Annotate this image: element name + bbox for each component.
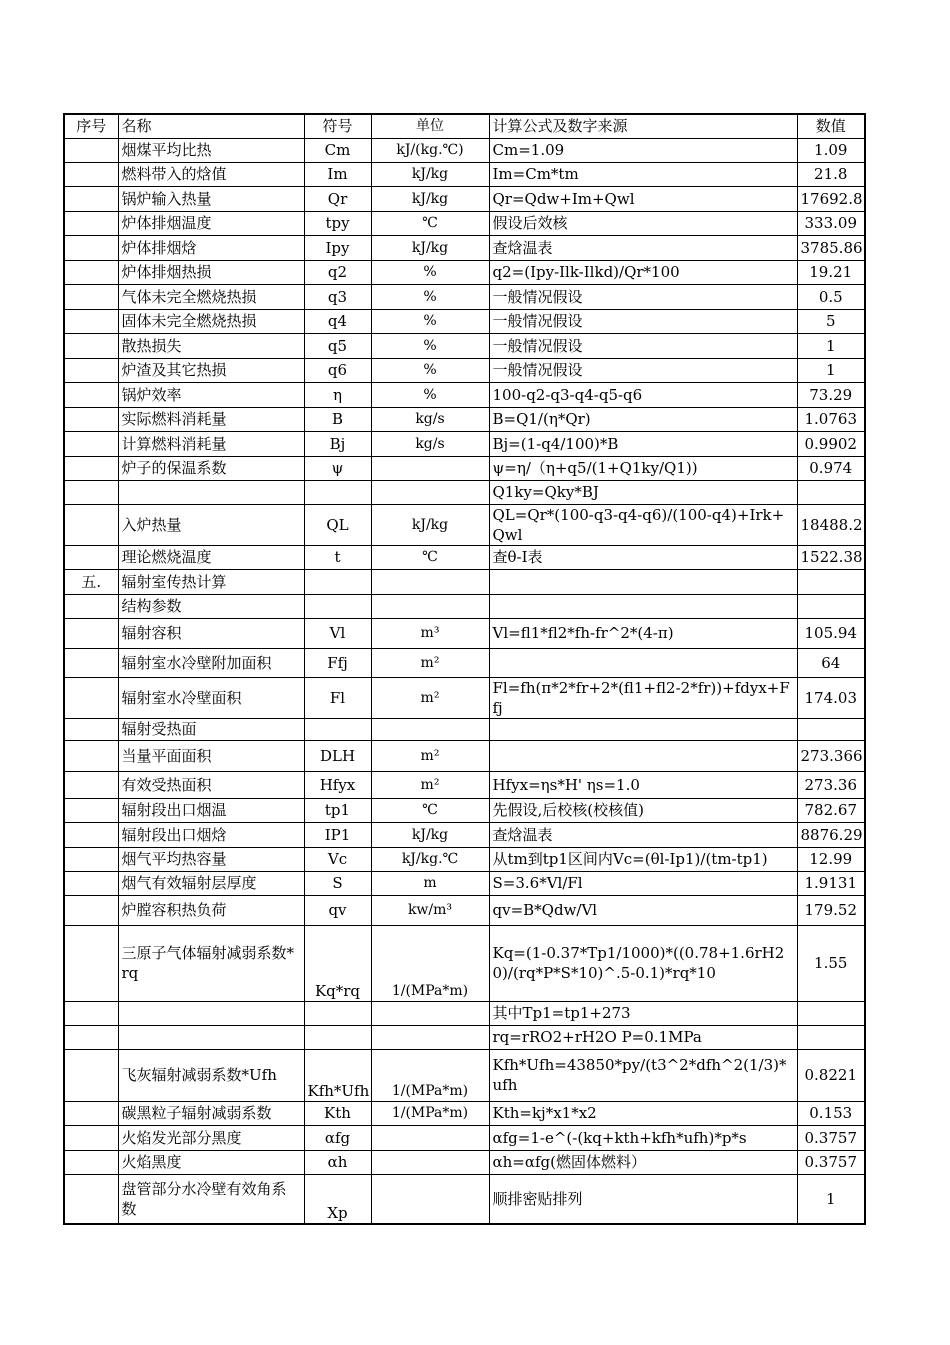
name-cell: 火焰发光部分黑度 bbox=[118, 1125, 304, 1150]
formula-cell: 100-q2-q3-q4-q5-q6 bbox=[489, 382, 797, 407]
symbol-cell: Ipy bbox=[304, 235, 371, 260]
value-cell: 0.974 bbox=[797, 456, 865, 480]
value-cell: 64 bbox=[797, 648, 865, 677]
symbol-cell: Im bbox=[304, 162, 371, 186]
row-no-cell bbox=[64, 895, 118, 925]
table-row bbox=[64, 431, 865, 456]
unit-cell: 1/(MPa*m) bbox=[371, 1049, 489, 1101]
table-row bbox=[64, 284, 865, 309]
formula-cell: Cm=1.09 bbox=[489, 138, 797, 162]
name-cell: 炉体排烟温度 bbox=[118, 211, 304, 235]
symbol-cell bbox=[304, 1001, 371, 1025]
symbol-cell: Xp bbox=[304, 1174, 371, 1224]
symbol-cell: q2 bbox=[304, 260, 371, 284]
data-table bbox=[63, 113, 866, 1225]
unit-cell bbox=[371, 1125, 489, 1150]
symbol-cell: Kth bbox=[304, 1101, 371, 1125]
table-row bbox=[64, 480, 865, 504]
row-no-cell bbox=[64, 211, 118, 235]
value-cell: 333.09 bbox=[797, 211, 865, 235]
unit-cell bbox=[371, 594, 489, 618]
row-no-cell bbox=[64, 480, 118, 504]
formula-cell: 查θ-I表 bbox=[489, 545, 797, 569]
table-row bbox=[64, 618, 865, 648]
row-no-cell bbox=[64, 798, 118, 822]
symbol-cell: S bbox=[304, 871, 371, 895]
name-cell: 炉体排烟焓 bbox=[118, 235, 304, 260]
symbol-cell bbox=[304, 1025, 371, 1049]
symbol-cell: t bbox=[304, 545, 371, 569]
row-no-cell bbox=[64, 260, 118, 284]
formula-cell bbox=[489, 569, 797, 594]
formula-cell: 一般情况假设 bbox=[489, 309, 797, 333]
formula-cell: 先假设,后校核(校核值) bbox=[489, 798, 797, 822]
symbol-cell: Qr bbox=[304, 186, 371, 211]
name-cell: 烟气有效辐射层厚度 bbox=[118, 871, 304, 895]
row-no-cell bbox=[64, 1001, 118, 1025]
table-row bbox=[64, 309, 865, 333]
symbol-cell: q3 bbox=[304, 284, 371, 309]
table-row bbox=[64, 138, 865, 162]
unit-cell: m² bbox=[371, 677, 489, 718]
value-cell: 0.8221 bbox=[797, 1049, 865, 1101]
value-cell: 1522.38 bbox=[797, 545, 865, 569]
name-cell: 有效受热面积 bbox=[118, 771, 304, 798]
row-no-cell bbox=[64, 456, 118, 480]
formula-cell: QL=Qr*(100-q3-q4-q6)/(100-q4)+Irk+Qwl bbox=[489, 504, 797, 545]
name-cell: 锅炉输入热量 bbox=[118, 186, 304, 211]
name-cell bbox=[118, 1025, 304, 1049]
symbol-cell: Cm bbox=[304, 138, 371, 162]
table-row bbox=[64, 740, 865, 771]
table-row bbox=[64, 504, 865, 545]
unit-cell: kg/s bbox=[371, 431, 489, 456]
formula-cell: 查焓温表 bbox=[489, 822, 797, 847]
table-row bbox=[64, 594, 865, 618]
value-cell: 1.9131 bbox=[797, 871, 865, 895]
table-row bbox=[64, 1174, 865, 1224]
value-cell bbox=[797, 718, 865, 740]
formula-cell: Fl=fh(π*2*fr+2*(fl1+fl2-2*fr))+fdyx+Ffj bbox=[489, 677, 797, 718]
row-no-cell bbox=[64, 284, 118, 309]
name-cell: 实际燃料消耗量 bbox=[118, 407, 304, 431]
formula-cell: Kth=kj*x1*x2 bbox=[489, 1101, 797, 1125]
name-cell: 辐射受热面 bbox=[118, 718, 304, 740]
unit-cell: m³ bbox=[371, 618, 489, 648]
value-cell: 3785.86 bbox=[797, 235, 865, 260]
name-cell: 炉体排烟热损 bbox=[118, 260, 304, 284]
table-row bbox=[64, 895, 865, 925]
row-no-cell bbox=[64, 431, 118, 456]
header-no: 序号 bbox=[64, 114, 118, 138]
row-no-cell bbox=[64, 718, 118, 740]
unit-cell: kJ/kg bbox=[371, 162, 489, 186]
name-cell: 辐射室水冷壁面积 bbox=[118, 677, 304, 718]
unit-cell bbox=[371, 718, 489, 740]
name-cell: 气体未完全燃烧热损 bbox=[118, 284, 304, 309]
name-cell: 炉渣及其它热损 bbox=[118, 358, 304, 382]
value-cell bbox=[797, 480, 865, 504]
unit-cell: m² bbox=[371, 740, 489, 771]
unit-cell: kJ/kg bbox=[371, 186, 489, 211]
unit-cell bbox=[371, 480, 489, 504]
unit-cell: kJ/kg bbox=[371, 822, 489, 847]
unit-cell bbox=[371, 569, 489, 594]
formula-cell: qv=B*Qdw/Vl bbox=[489, 895, 797, 925]
value-cell bbox=[797, 594, 865, 618]
row-no-cell bbox=[64, 162, 118, 186]
symbol-cell: q6 bbox=[304, 358, 371, 382]
name-cell: 辐射段出口烟焓 bbox=[118, 822, 304, 847]
formula-cell: Q1ky=Qky*BJ bbox=[489, 480, 797, 504]
symbol-cell: Ffj bbox=[304, 648, 371, 677]
symbol-cell: ψ bbox=[304, 456, 371, 480]
row-no-cell bbox=[64, 309, 118, 333]
table-row bbox=[64, 677, 865, 718]
value-cell: 12.99 bbox=[797, 847, 865, 871]
formula-cell: αfg=1-e^(-(kq+kth+kfh*ufh)*p*s bbox=[489, 1125, 797, 1150]
formula-cell: B=Q1/(η*Qr) bbox=[489, 407, 797, 431]
table-row bbox=[64, 456, 865, 480]
name-cell: 炉子的保温系数 bbox=[118, 456, 304, 480]
unit-cell: m² bbox=[371, 648, 489, 677]
formula-cell: 一般情况假设 bbox=[489, 284, 797, 309]
symbol-cell: Kfh*Ufh bbox=[304, 1049, 371, 1101]
row-no-cell bbox=[64, 545, 118, 569]
symbol-cell: η bbox=[304, 382, 371, 407]
formula-cell: rq=rRO2+rH2O P=0.1MPa bbox=[489, 1025, 797, 1049]
value-cell: 1.09 bbox=[797, 138, 865, 162]
row-no-cell bbox=[64, 138, 118, 162]
value-cell: 1.55 bbox=[797, 925, 865, 1001]
header-unit: 单位 bbox=[371, 114, 489, 138]
formula-cell bbox=[489, 718, 797, 740]
unit-cell: % bbox=[371, 358, 489, 382]
row-no-cell bbox=[64, 1150, 118, 1174]
row-no-cell bbox=[64, 1174, 118, 1224]
symbol-cell: IP1 bbox=[304, 822, 371, 847]
unit-cell: kJ/(kg.℃) bbox=[371, 138, 489, 162]
row-no-cell: 五. bbox=[64, 569, 118, 594]
header-row bbox=[64, 114, 865, 138]
formula-cell bbox=[489, 594, 797, 618]
table-row bbox=[64, 1025, 865, 1049]
table-row bbox=[64, 545, 865, 569]
formula-cell: Kfh*Ufh=43850*py/(t3^2*dfh^2(1/3)*ufh bbox=[489, 1049, 797, 1101]
symbol-cell: DLH bbox=[304, 740, 371, 771]
formula-cell: αh=αfg(燃固体燃料） bbox=[489, 1150, 797, 1174]
unit-cell: kJ/kg.℃ bbox=[371, 847, 489, 871]
formula-cell: Hfyx=ηs*H' ηs=1.0 bbox=[489, 771, 797, 798]
symbol-cell: αfg bbox=[304, 1125, 371, 1150]
name-cell: 锅炉效率 bbox=[118, 382, 304, 407]
table-row bbox=[64, 333, 865, 358]
value-cell: 1 bbox=[797, 1174, 865, 1224]
table-row bbox=[64, 211, 865, 235]
row-no-cell bbox=[64, 847, 118, 871]
row-no-cell bbox=[64, 677, 118, 718]
row-no-cell bbox=[64, 407, 118, 431]
unit-cell: kw/m³ bbox=[371, 895, 489, 925]
name-cell: 固体未完全燃烧热损 bbox=[118, 309, 304, 333]
formula-cell: 顺排密贴排列 bbox=[489, 1174, 797, 1224]
row-no-cell bbox=[64, 648, 118, 677]
name-cell: 火焰黑度 bbox=[118, 1150, 304, 1174]
table-row bbox=[64, 1125, 865, 1150]
value-cell: 1 bbox=[797, 333, 865, 358]
table-row bbox=[64, 871, 865, 895]
formula-cell: q2=(Ipy-Ilk-Ilkd)/Qr*100 bbox=[489, 260, 797, 284]
row-no-cell bbox=[64, 871, 118, 895]
table-row bbox=[64, 648, 865, 677]
name-cell: 燃料带入的焓值 bbox=[118, 162, 304, 186]
unit-cell bbox=[371, 456, 489, 480]
unit-cell: % bbox=[371, 333, 489, 358]
symbol-cell: Hfyx bbox=[304, 771, 371, 798]
symbol-cell: q4 bbox=[304, 309, 371, 333]
table-row bbox=[64, 718, 865, 740]
unit-cell bbox=[371, 1150, 489, 1174]
value-cell bbox=[797, 1001, 865, 1025]
symbol-cell bbox=[304, 594, 371, 618]
name-cell: 辐射室水冷壁附加面积 bbox=[118, 648, 304, 677]
table-row bbox=[64, 1150, 865, 1174]
value-cell: 1.0763 bbox=[797, 407, 865, 431]
unit-cell: m² bbox=[371, 771, 489, 798]
unit-cell bbox=[371, 1025, 489, 1049]
header-symbol: 符号 bbox=[304, 114, 371, 138]
table-row bbox=[64, 925, 865, 1001]
value-cell: 5 bbox=[797, 309, 865, 333]
row-no-cell bbox=[64, 1125, 118, 1150]
name-cell: 散热损失 bbox=[118, 333, 304, 358]
row-no-cell bbox=[64, 771, 118, 798]
header-formula: 计算公式及数字来源 bbox=[489, 114, 797, 138]
table-row bbox=[64, 822, 865, 847]
name-cell: 辐射容积 bbox=[118, 618, 304, 648]
name-cell: 辐射段出口烟温 bbox=[118, 798, 304, 822]
row-no-cell bbox=[64, 504, 118, 545]
row-no-cell bbox=[64, 235, 118, 260]
symbol-cell: QL bbox=[304, 504, 371, 545]
unit-cell: ℃ bbox=[371, 798, 489, 822]
formula-cell bbox=[489, 740, 797, 771]
formula-cell: Vl=fl1*fl2*fh-fr^2*(4-π) bbox=[489, 618, 797, 648]
row-no-cell bbox=[64, 822, 118, 847]
value-cell: 1 bbox=[797, 358, 865, 382]
unit-cell: % bbox=[371, 309, 489, 333]
value-cell: 0.9902 bbox=[797, 431, 865, 456]
symbol-cell: Kq*rq bbox=[304, 925, 371, 1001]
name-cell: 烟气平均热容量 bbox=[118, 847, 304, 871]
unit-cell: m bbox=[371, 871, 489, 895]
value-cell: 18488.2 bbox=[797, 504, 865, 545]
formula-cell: 其中Tp1=tp1+273 bbox=[489, 1001, 797, 1025]
symbol-cell: B bbox=[304, 407, 371, 431]
row-no-cell bbox=[64, 186, 118, 211]
unit-cell: % bbox=[371, 382, 489, 407]
name-cell: 辐射室传热计算 bbox=[118, 569, 304, 594]
symbol-cell: Bj bbox=[304, 431, 371, 456]
table-row bbox=[64, 235, 865, 260]
table-row bbox=[64, 798, 865, 822]
name-cell: 当量平面面积 bbox=[118, 740, 304, 771]
unit-cell: 1/(MPa*m) bbox=[371, 925, 489, 1001]
unit-cell: % bbox=[371, 260, 489, 284]
value-cell: 0.5 bbox=[797, 284, 865, 309]
name-cell: 盘管部分水冷壁有效角系数 bbox=[118, 1174, 304, 1224]
table-row bbox=[64, 407, 865, 431]
unit-cell: kJ/kg bbox=[371, 235, 489, 260]
value-cell: 273.36 bbox=[797, 771, 865, 798]
row-no-cell bbox=[64, 594, 118, 618]
table-row bbox=[64, 1101, 865, 1125]
formula-cell: 假设后效核 bbox=[489, 211, 797, 235]
name-cell: 三原子气体辐射减弱系数*rq bbox=[118, 925, 304, 1001]
value-cell: 105.94 bbox=[797, 618, 865, 648]
name-cell: 碳黑粒子辐射减弱系数 bbox=[118, 1101, 304, 1125]
name-cell: 结构参数 bbox=[118, 594, 304, 618]
table-row bbox=[64, 771, 865, 798]
symbol-cell: q5 bbox=[304, 333, 371, 358]
table-row bbox=[64, 569, 865, 594]
formula-cell: Im=Cm*tm bbox=[489, 162, 797, 186]
table-row bbox=[64, 186, 865, 211]
header-name: 名称 bbox=[118, 114, 304, 138]
unit-cell: ℃ bbox=[371, 545, 489, 569]
value-cell: 73.29 bbox=[797, 382, 865, 407]
value-cell: 0.153 bbox=[797, 1101, 865, 1125]
value-cell: 0.3757 bbox=[797, 1125, 865, 1150]
name-cell: 入炉热量 bbox=[118, 504, 304, 545]
row-no-cell bbox=[64, 1049, 118, 1101]
table-row bbox=[64, 847, 865, 871]
row-no-cell bbox=[64, 358, 118, 382]
name-cell: 烟煤平均比热 bbox=[118, 138, 304, 162]
formula-cell: Bj=(1-q4/100)*B bbox=[489, 431, 797, 456]
unit-cell: kJ/kg bbox=[371, 504, 489, 545]
name-cell: 理论燃烧温度 bbox=[118, 545, 304, 569]
symbol-cell: qv bbox=[304, 895, 371, 925]
name-cell: 计算燃料消耗量 bbox=[118, 431, 304, 456]
value-cell bbox=[797, 1025, 865, 1049]
symbol-cell: tp1 bbox=[304, 798, 371, 822]
symbol-cell bbox=[304, 718, 371, 740]
row-no-cell bbox=[64, 1025, 118, 1049]
value-cell: 8876.29 bbox=[797, 822, 865, 847]
unit-cell: % bbox=[371, 284, 489, 309]
symbol-cell: Vc bbox=[304, 847, 371, 871]
formula-cell: Kq=(1-0.37*Tp1/1000)*((0.78+1.6rH20)/(rq*P*S*10)^.5-0.1)*rq*10 bbox=[489, 925, 797, 1001]
formula-cell: 一般情况假设 bbox=[489, 358, 797, 382]
row-no-cell bbox=[64, 1101, 118, 1125]
symbol-cell: tpy bbox=[304, 211, 371, 235]
value-cell: 17692.8 bbox=[797, 186, 865, 211]
name-cell bbox=[118, 1001, 304, 1025]
formula-cell: ψ=η/（η+q5/(1+Q1ky/Q1)) bbox=[489, 456, 797, 480]
formula-cell: Qr=Qdw+Im+Qwl bbox=[489, 186, 797, 211]
header-value: 数值 bbox=[797, 114, 865, 138]
symbol-cell: Fl bbox=[304, 677, 371, 718]
table-row bbox=[64, 1049, 865, 1101]
value-cell: 19.21 bbox=[797, 260, 865, 284]
unit-cell: kg/s bbox=[371, 407, 489, 431]
unit-cell bbox=[371, 1001, 489, 1025]
formula-cell: 查焓温表 bbox=[489, 235, 797, 260]
unit-cell: ℃ bbox=[371, 211, 489, 235]
value-cell: 273.366 bbox=[797, 740, 865, 771]
name-cell: 炉膛容积热负荷 bbox=[118, 895, 304, 925]
formula-cell: 从tm到tp1区间内Vc=(θl-Ip1)/(tm-tp1) bbox=[489, 847, 797, 871]
value-cell bbox=[797, 569, 865, 594]
formula-cell: 一般情况假设 bbox=[489, 333, 797, 358]
name-cell bbox=[118, 480, 304, 504]
unit-cell: 1/(MPa*m) bbox=[371, 1101, 489, 1125]
row-no-cell bbox=[64, 925, 118, 1001]
row-no-cell bbox=[64, 333, 118, 358]
value-cell: 21.8 bbox=[797, 162, 865, 186]
row-no-cell bbox=[64, 618, 118, 648]
symbol-cell: αh bbox=[304, 1150, 371, 1174]
table-row bbox=[64, 382, 865, 407]
table-row bbox=[64, 162, 865, 186]
table-row bbox=[64, 358, 865, 382]
table-row bbox=[64, 260, 865, 284]
row-no-cell bbox=[64, 382, 118, 407]
row-no-cell bbox=[64, 740, 118, 771]
unit-cell bbox=[371, 1174, 489, 1224]
value-cell: 0.3757 bbox=[797, 1150, 865, 1174]
formula-cell bbox=[489, 648, 797, 677]
name-cell: 飞灰辐射减弱系数*Ufh bbox=[118, 1049, 304, 1101]
symbol-cell: Vl bbox=[304, 618, 371, 648]
symbol-cell bbox=[304, 569, 371, 594]
value-cell: 179.52 bbox=[797, 895, 865, 925]
symbol-cell bbox=[304, 480, 371, 504]
value-cell: 174.03 bbox=[797, 677, 865, 718]
table-row bbox=[64, 1001, 865, 1025]
value-cell: 782.67 bbox=[797, 798, 865, 822]
formula-cell: S=3.6*Vl/Fl bbox=[489, 871, 797, 895]
